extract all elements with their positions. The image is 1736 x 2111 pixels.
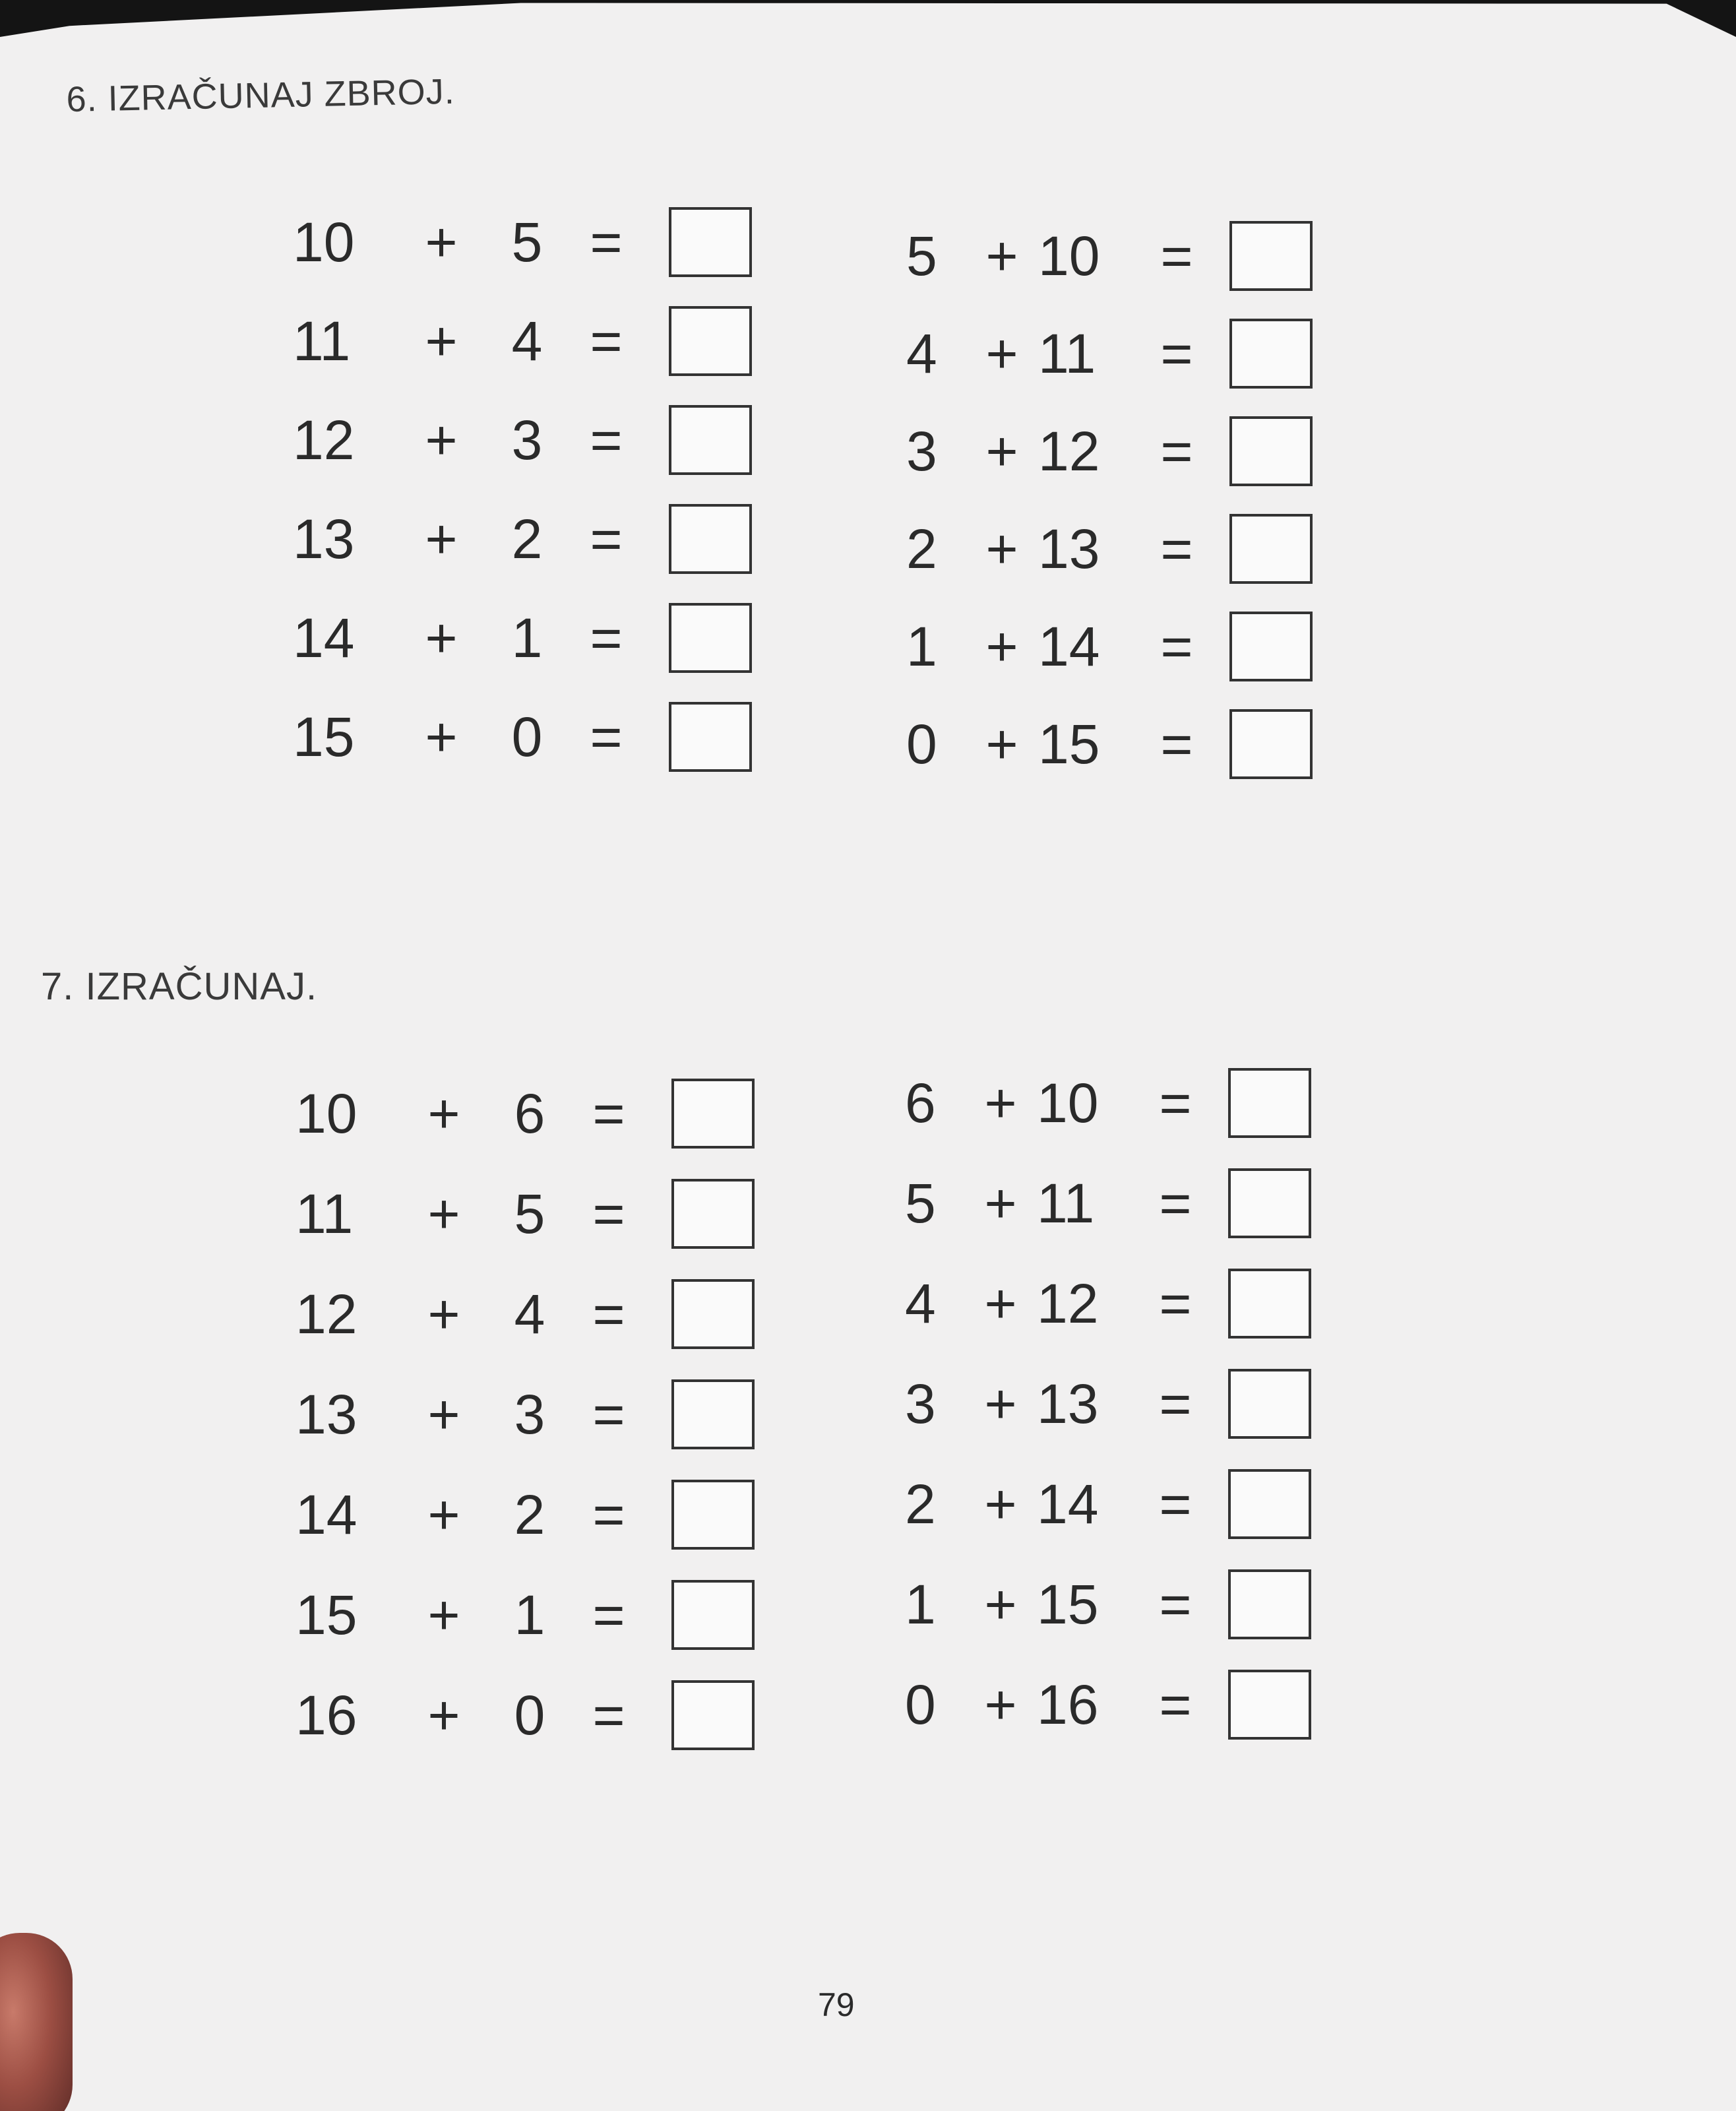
equals-sign: = (1159, 1472, 1192, 1535)
equation-row (295, 1565, 955, 1665)
addend-a: 3 (906, 420, 937, 482)
addend-b: 15 (1037, 1573, 1099, 1635)
addend-b: 0 (511, 705, 543, 768)
exercise-6-right-column (906, 207, 1566, 793)
equation-row (295, 1063, 955, 1164)
exercise-6-title: 6. IZRAČUNAJ ZBROJ. (66, 71, 456, 119)
plus-sign: + (425, 408, 458, 471)
plus-sign: + (985, 224, 1018, 287)
equation-row (295, 1264, 955, 1364)
equation-row (905, 1354, 1565, 1454)
exercise-7-left-column (295, 1063, 955, 1765)
equation-row (905, 1053, 1565, 1153)
answer-box[interactable] (671, 1379, 755, 1449)
plus-sign: + (984, 1172, 1017, 1234)
equation-row (905, 1654, 1565, 1755)
addend-b: 1 (511, 606, 543, 669)
addend-b: 5 (514, 1182, 545, 1245)
equation-row (293, 687, 952, 786)
plus-sign: + (427, 1583, 460, 1646)
answer-box[interactable] (669, 603, 752, 673)
addend-a: 12 (293, 408, 355, 471)
addend-a: 12 (295, 1282, 357, 1345)
exercise-7-title: 7. IZRAČUNAJ. (41, 965, 318, 1008)
equation-row (295, 1364, 955, 1465)
plus-sign: + (425, 309, 458, 372)
answer-box[interactable] (1229, 709, 1313, 779)
equals-sign: = (1159, 1372, 1192, 1435)
answer-box[interactable] (1229, 514, 1313, 584)
plus-sign: + (985, 615, 1018, 677)
addend-b: 4 (514, 1282, 545, 1345)
equation-row (293, 489, 952, 588)
addend-b: 1 (514, 1583, 545, 1646)
addend-a: 1 (906, 615, 937, 677)
plus-sign: + (984, 1372, 1017, 1435)
answer-box[interactable] (1229, 612, 1313, 681)
equation-row (295, 1665, 955, 1765)
equals-sign: = (590, 408, 623, 471)
addend-a: 4 (906, 322, 937, 385)
addend-b: 13 (1037, 1372, 1099, 1435)
answer-box[interactable] (671, 1680, 755, 1750)
equation-row (906, 305, 1566, 402)
addend-b: 3 (514, 1383, 545, 1445)
equation-row (905, 1554, 1565, 1654)
plus-sign: + (427, 1282, 460, 1345)
equals-sign: = (592, 1684, 625, 1746)
answer-box[interactable] (671, 1580, 755, 1650)
addend-a: 0 (906, 712, 937, 775)
equation-row (905, 1153, 1565, 1253)
answer-box[interactable] (671, 1279, 755, 1349)
equals-sign: = (592, 1182, 625, 1245)
equals-sign: = (590, 606, 623, 669)
answer-box[interactable] (669, 702, 752, 772)
addend-a: 0 (905, 1673, 936, 1736)
equals-sign: = (592, 1282, 625, 1345)
equals-sign: = (1159, 1272, 1192, 1335)
answer-box[interactable] (669, 405, 752, 475)
equation-row (906, 402, 1566, 500)
answer-box[interactable] (669, 504, 752, 574)
addend-b: 15 (1038, 712, 1100, 775)
equals-sign: = (1159, 1673, 1192, 1736)
addend-a: 2 (906, 517, 937, 580)
answer-box[interactable] (1228, 1068, 1311, 1138)
equation-row (293, 292, 952, 391)
addend-b: 0 (514, 1684, 545, 1746)
thumb (0, 1933, 73, 2111)
addend-a: 4 (905, 1272, 936, 1335)
equation-row (295, 1465, 955, 1565)
equation-row (906, 500, 1566, 598)
plus-sign: + (425, 210, 458, 273)
book-top-edge (0, 0, 1736, 37)
addend-a: 15 (295, 1583, 357, 1646)
plus-sign: + (985, 712, 1018, 775)
plus-sign: + (425, 606, 458, 669)
equals-sign: = (592, 1383, 625, 1445)
equals-sign: = (1160, 615, 1193, 677)
addend-a: 14 (293, 606, 355, 669)
answer-box[interactable] (1228, 1670, 1311, 1740)
plus-sign: + (427, 1182, 460, 1245)
equation-row (905, 1253, 1565, 1354)
plus-sign: + (985, 322, 1018, 385)
answer-box[interactable] (1228, 1168, 1311, 1238)
answer-box[interactable] (1229, 319, 1313, 389)
equation-row (906, 207, 1566, 305)
plus-sign: + (984, 1071, 1017, 1134)
addend-a: 11 (293, 309, 351, 372)
addend-b: 14 (1038, 615, 1100, 677)
equals-sign: = (1160, 420, 1193, 482)
addend-a: 14 (295, 1483, 357, 1546)
answer-box[interactable] (1228, 1269, 1311, 1339)
addend-a: 13 (295, 1383, 357, 1445)
addend-b: 13 (1038, 517, 1100, 580)
equals-sign: = (590, 210, 623, 273)
addend-b: 2 (514, 1483, 545, 1546)
addend-b: 6 (514, 1082, 545, 1145)
addend-a: 10 (293, 210, 355, 273)
equals-sign: = (592, 1583, 625, 1646)
equation-row (295, 1164, 955, 1264)
addend-b: 11 (1037, 1172, 1095, 1234)
equation-row (293, 193, 952, 292)
exercise-6-left-column (293, 193, 952, 786)
equals-sign: = (1159, 1071, 1192, 1134)
plus-sign: + (984, 1472, 1017, 1535)
addend-a: 15 (293, 705, 355, 768)
equals-sign: = (1160, 224, 1193, 287)
equals-sign: = (592, 1082, 625, 1145)
equals-sign: = (590, 507, 623, 570)
addend-a: 5 (906, 224, 937, 287)
equation-row (906, 598, 1566, 695)
plus-sign: + (984, 1673, 1017, 1736)
addend-a: 1 (905, 1573, 936, 1635)
answer-box[interactable] (669, 306, 752, 376)
equation-row (293, 391, 952, 489)
equals-sign: = (1159, 1573, 1192, 1635)
answer-box[interactable] (1228, 1569, 1311, 1639)
answer-box[interactable] (1228, 1369, 1311, 1439)
equation-row (293, 588, 952, 687)
plus-sign: + (425, 705, 458, 768)
addend-b: 4 (511, 309, 543, 372)
answer-box[interactable] (671, 1179, 755, 1249)
plus-sign: + (425, 507, 458, 570)
addend-b: 2 (511, 507, 543, 570)
equals-sign: = (1159, 1172, 1192, 1234)
addend-b: 16 (1037, 1673, 1099, 1736)
addend-b: 10 (1038, 224, 1100, 287)
answer-box[interactable] (671, 1480, 755, 1550)
addend-b: 11 (1038, 322, 1096, 385)
answer-box[interactable] (669, 207, 752, 277)
plus-sign: + (984, 1272, 1017, 1335)
addend-b: 5 (511, 210, 543, 273)
equals-sign: = (592, 1483, 625, 1546)
addend-a: 10 (295, 1082, 357, 1145)
addend-a: 3 (905, 1372, 936, 1435)
plus-sign: + (985, 420, 1018, 482)
addend-b: 14 (1037, 1472, 1099, 1535)
addend-b: 12 (1038, 420, 1100, 482)
answer-box[interactable] (1228, 1469, 1311, 1539)
equals-sign: = (1160, 517, 1193, 580)
addend-a: 5 (905, 1172, 936, 1234)
answer-box[interactable] (671, 1079, 755, 1149)
addend-a: 11 (295, 1182, 354, 1245)
plus-sign: + (427, 1082, 460, 1145)
addend-a: 16 (295, 1684, 357, 1746)
answer-box[interactable] (1229, 416, 1313, 486)
plus-sign: + (985, 517, 1018, 580)
addend-b: 12 (1037, 1272, 1099, 1335)
exercise-7-right-column (905, 1053, 1565, 1755)
equation-row (906, 695, 1566, 793)
plus-sign: + (427, 1684, 460, 1746)
plus-sign: + (427, 1483, 460, 1546)
equation-row (905, 1454, 1565, 1554)
addend-b: 3 (511, 408, 543, 471)
equals-sign: = (590, 705, 623, 768)
equals-sign: = (1160, 712, 1193, 775)
equals-sign: = (590, 309, 623, 372)
equals-sign: = (1160, 322, 1193, 385)
addend-a: 13 (293, 507, 355, 570)
plus-sign: + (427, 1383, 460, 1445)
addend-a: 2 (905, 1472, 936, 1535)
addend-b: 10 (1037, 1071, 1099, 1134)
page-number: 79 (818, 1986, 855, 2023)
answer-box[interactable] (1229, 221, 1313, 291)
plus-sign: + (984, 1573, 1017, 1635)
addend-a: 6 (905, 1071, 936, 1134)
